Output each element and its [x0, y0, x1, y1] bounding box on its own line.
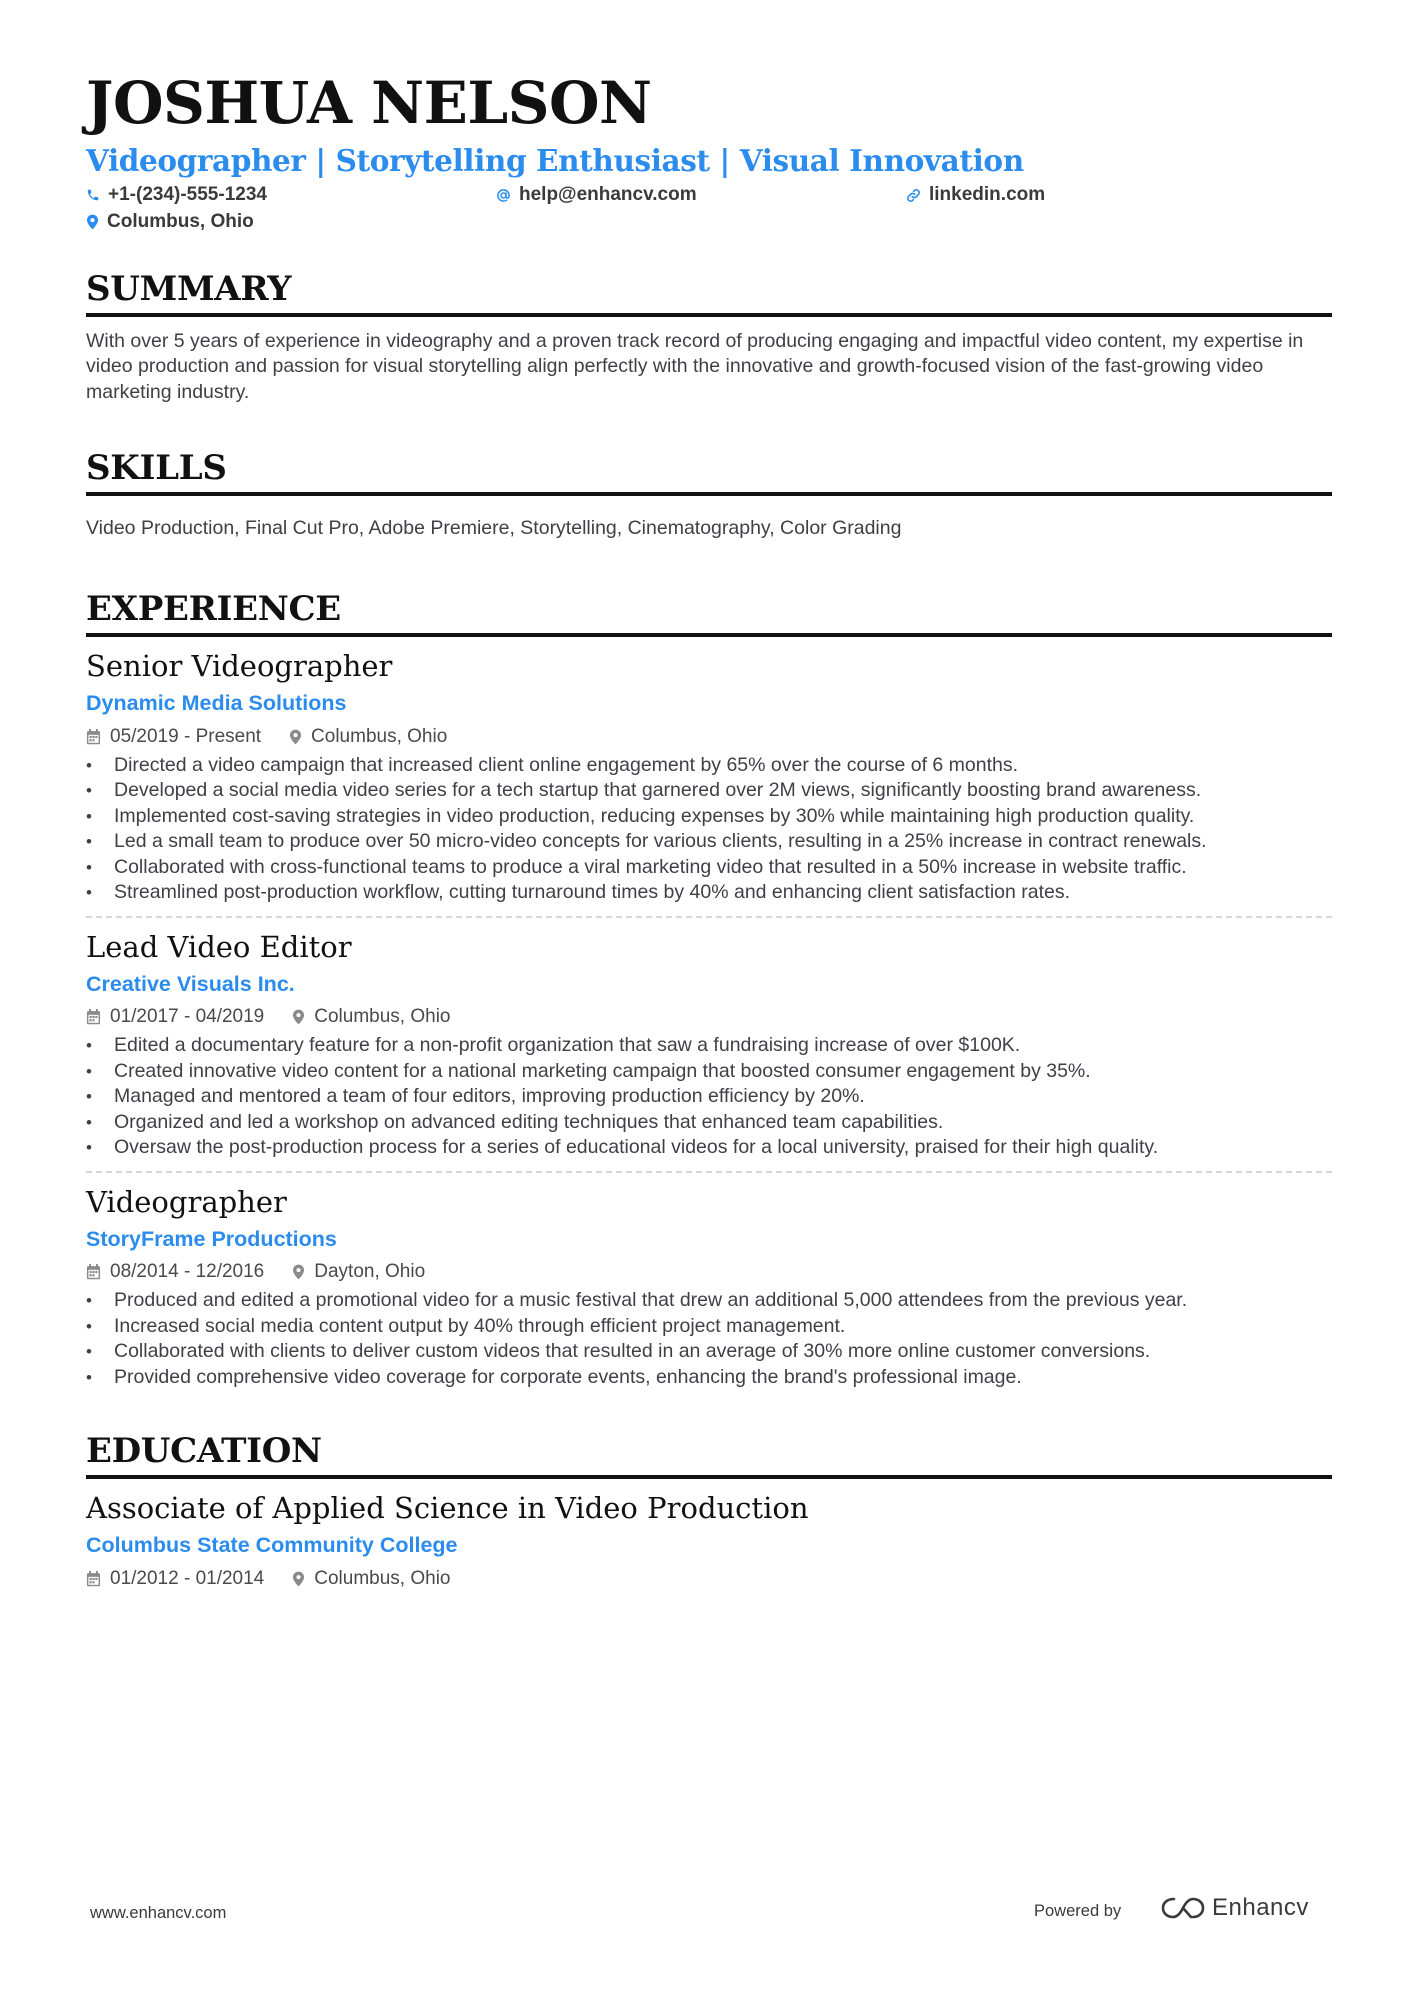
contact-linkedin-text: linkedin.com — [929, 184, 1046, 206]
job-dates: 08/2014 - 12/2016 — [110, 1261, 265, 1283]
contact-location — [86, 209, 254, 236]
job-company: Creative Visuals Inc. — [86, 971, 295, 996]
job-meta — [86, 724, 1332, 750]
brand-link[interactable] — [1160, 1894, 1309, 1922]
bullet-item: • Led a small team to produce over 50 micro-video concepts for various clients, resulting in a 25% increase in contract renewals. — [86, 829, 1332, 855]
job-location: Columbus, Ohio — [311, 725, 448, 747]
job-location: Dayton, Ohio — [314, 1261, 426, 1283]
phone-icon — [86, 188, 100, 202]
job-location: Columbus, Ohio — [314, 1006, 451, 1028]
map-pin-icon — [292, 1009, 305, 1025]
contact-email-text: help@enhancv.com — [519, 184, 697, 206]
education-degree: Associate of Applied Science in Video Production — [86, 1491, 809, 1526]
bullet-item: • Developed a social media video series for a tech startup that garnered over 2M views, significantly boosting brand awareness. — [86, 778, 1332, 804]
map-pin-icon — [289, 729, 302, 745]
bullet-item: • Increased social media content output by 40% through efficient project management. — [86, 1314, 1332, 1340]
calendar-icon — [86, 1009, 101, 1025]
education-section — [86, 1431, 1332, 1592]
job-divider — [86, 1171, 1332, 1173]
contact-linkedin[interactable] — [906, 182, 1306, 209]
bullet-item: • Collaborated with cross-functional teams to produce a viral marketing video that resulted in a 50% increase in website traffic. — [86, 855, 1332, 881]
job-dates: 05/2019 - Present — [110, 725, 262, 747]
brand-name: Enhancv — [1212, 1894, 1309, 1921]
job-entry — [86, 1184, 1332, 1391]
summary-text: With over 5 years of experience in videography and a proven track record of producing engaging and impactful video content, my expertise in video production and passion for visual storytelling align perfectly with the innovative and growth-focused vision of the fast-growing video marketing industry. — [86, 329, 1304, 403]
job-bullets — [86, 1288, 1332, 1390]
education-dates: 01/2012 - 01/2014 — [110, 1568, 265, 1590]
map-pin-icon — [292, 1571, 305, 1587]
candidate-headline: Videographer | Storytelling Enthusiast | Visual Innovation — [86, 143, 1024, 178]
bullet-item: • Provided comprehensive video coverage for corporate events, enhancing the brand's professional image. — [86, 1365, 1332, 1391]
bullet-item: • Directed a video campaign that increased client online engagement by 65% over the course of 6 months. — [86, 753, 1332, 779]
job-role: Videographer — [86, 1184, 287, 1219]
education-title: EDUCATION — [86, 1434, 1332, 1479]
experience-section — [86, 588, 1332, 1391]
job-role: Lead Video Editor — [86, 929, 352, 964]
bullet-item: • Implemented cost-saving strategies in video production, reducing expenses by 30% while maintaining high production quality. — [86, 804, 1332, 830]
education-location: Columbus, Ohio — [314, 1568, 451, 1590]
bullet-item: • Organized and led a workshop on advanced editing techniques that enhanced team capabilities. — [86, 1110, 1332, 1136]
powered-by-label: Powered by — [1034, 1902, 1122, 1920]
bullet-item: • Edited a documentary feature for a non-profit organization that saw a fundraising increase of over $100K. — [86, 1033, 1332, 1059]
job-meta — [86, 1259, 1332, 1285]
enhancv-logo-icon — [1160, 1895, 1206, 1921]
contact-location-text: Columbus, Ohio — [107, 211, 254, 233]
link-icon — [906, 188, 921, 203]
resume-header — [86, 69, 1332, 236]
job-divider — [86, 916, 1332, 918]
bullet-item: • Oversaw the post-production process for a series of educational videos for a local university, praised for their high quality. — [86, 1135, 1332, 1161]
job-role: Senior Videographer — [86, 648, 393, 683]
summary-title: SUMMARY — [86, 272, 1332, 317]
job-entry — [86, 929, 1332, 1173]
skills-section — [86, 448, 1332, 542]
bullet-item: • Collaborated with clients to deliver custom videos that resulted in an average of 30% more online customer conversions. — [86, 1339, 1332, 1365]
experience-title: EXPERIENCE — [86, 592, 1332, 637]
contact-list — [86, 182, 1332, 236]
job-meta — [86, 1004, 1332, 1030]
education-school: Columbus State Community College — [86, 1533, 458, 1558]
job-company: StoryFrame Productions — [86, 1226, 337, 1251]
footer-url-link[interactable]: www.enhancv.com — [90, 1904, 227, 1922]
education-meta — [86, 1566, 1332, 1592]
map-pin-icon — [292, 1264, 305, 1280]
map-pin-icon — [86, 214, 99, 230]
bullet-item: • Created innovative video content for a national marketing campaign that boosted consumer engagement by 35%. — [86, 1059, 1332, 1085]
resume-content — [86, 69, 1332, 1592]
contact-email[interactable] — [496, 182, 906, 209]
contact-phone[interactable] — [86, 182, 496, 209]
job-entry — [86, 648, 1332, 918]
candidate-name: JOSHUA NELSON — [86, 69, 652, 137]
calendar-icon — [86, 729, 101, 745]
job-bullets — [86, 1033, 1332, 1161]
bullet-item: • Produced and edited a promotional video for a music festival that drew an additional 5,000 attendees from the previous year. — [86, 1288, 1332, 1314]
job-bullets — [86, 753, 1332, 906]
bullet-item: • Streamlined post-production workflow, cutting turnaround times by 40% and enhancing client satisfaction rates. — [86, 880, 1332, 906]
page-footer — [0, 1892, 1410, 1932]
job-dates: 01/2017 - 04/2019 — [110, 1006, 265, 1028]
job-company: Dynamic Media Solutions — [86, 690, 347, 715]
contact-phone-text: +1-(234)-555-1234 — [108, 184, 267, 206]
bullet-item: • Managed and mentored a team of four editors, improving production efficiency by 20%. — [86, 1084, 1332, 1110]
at-icon — [496, 188, 511, 203]
calendar-icon — [86, 1264, 101, 1280]
calendar-icon — [86, 1571, 101, 1587]
skills-title: SKILLS — [86, 451, 1332, 496]
skills-text: Video Production, Final Cut Pro, Adobe Premiere, Storytelling, Cinematography, Color Grading — [86, 517, 902, 540]
summary-section — [86, 268, 1332, 406]
